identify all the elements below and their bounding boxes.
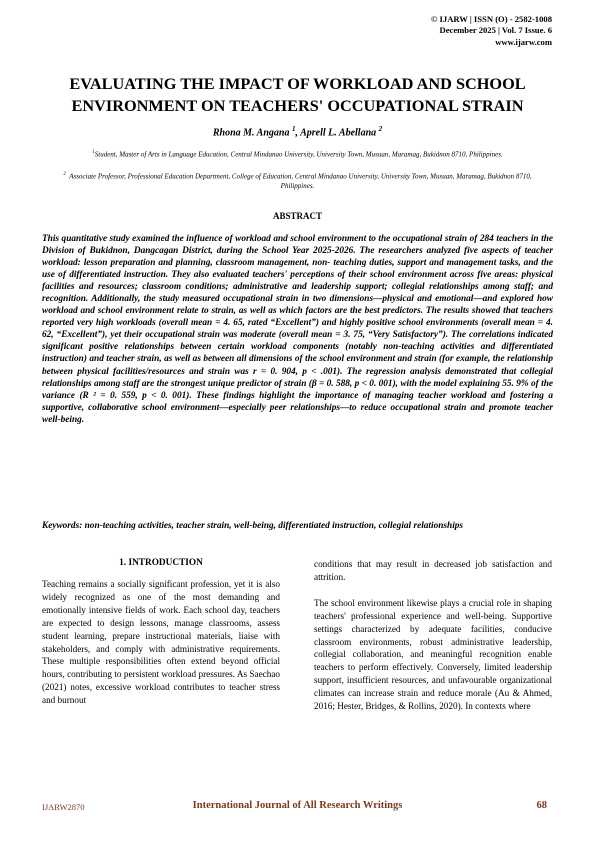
paper-id: IJARW2870 [42,802,85,812]
journal-issn: © IJARW | ISSN (O) - 2582-1008 [430,14,552,24]
body-column-right [314,558,552,713]
affiliation-1-text: Student, Master of Arts in Language Education, Central Mindanao University, University Town, Musuan, Maramag, Bukidnon 8710, Philippines. [94,150,503,159]
author-2: Aprell L. Abellana [300,127,377,139]
paper-title [40,73,555,117]
author-2-mark: 2 [378,125,383,133]
author-1-mark: 1 [291,125,296,133]
intro-paragraph-1: Teaching remains a socially significant profession, yet it is also widely recognized as one of the most demanding and emotionally intensive fields of work. Each school day, teachers are expected to design lessons, manage classrooms, assess student learning, prepare instructional materials, liaise with stakeholders, and comply with administrative requirements. These multiple responsibilities often extend beyond official hours, contributing to persistent workload pressures. As Saechao (2021) notes, excessive workload contributes to teacher stress and burnout [42,579,280,706]
section-heading-introduction: 1. INTRODUCTION [119,558,203,568]
affiliation-1-mark: 1 [92,150,95,155]
author-1: Rhona M. Angana [212,127,290,139]
page-number: 68 [536,800,547,811]
intro-paragraph-continued: conditions that may result in decreased job satisfaction and attrition. [314,559,552,582]
affiliation-2-text: Associate Professor, Professional Education Department, College of Education, Central Mindanao University, University Town, Musuan, Maramag, Bukidnon 8710, Philippines. [69,172,532,191]
body-column-left [42,578,280,707]
title-line-1: EVALUATING THE IMPACT OF WORKLOAD AND SCHOOL [69,74,526,93]
keywords [42,520,553,532]
abstract-text: This quantitative study examined the influence of workload and school environment to the occupational strain of 284 teachers in the Division of Bukidnon, Dangcagan District, during the School Year 2025-2026. The researchers analyzed five aspects of teacher workload: lesson preparation and planning, classroom management, non- teaching duties, support and management tasks, and the use of differentiated instruction. They also evaluated teachers' perceptions of their school environment across five areas: physical facilities and resources; classroom conditions; administrative and leadership support; collegial relationships among staff; and recognition. Additionally, the study measured occupational strain in two dimensions—physical and emotional—and explored how workload and school environment relate to strain, as well as which factors are the best predictors. The results showed that teachers reported very high workloads (overall mean = 4. 65, rated “Excellent”) and highly positive school environments (overall mean = 4. 62, “Excellent”), yet their occupational strain was moderate (overall mean = 3. 75, “Very Satisfactory”). The correlations indicated significant positive relationships between certain workload components (notably non-teaching activities and differentiated instruction) and teacher strain, as well as between all dimensions of the school environment and strain (for example, the relationship between physical facilities/resources and strain was r = 0. 904, p < .001). The regression analysis demonstrated that collegial relationships among staff are the strongest unique predictor of strain (β = 0. 588, p < 0. 001), with the model explaining 55. 9% of the variance (R ² = 0. 559, p < 0. 001). These findings highlight the importance of managing teacher workload and fostering a supportive, collaborative school environment—especially peer relationships—to reduce occupational strain and promote teacher well-being. [42,234,553,425]
author-separator: , [295,127,301,139]
keywords-text: non-teaching activities, teacher strain, well-being, differentiated instruction, collegial relationships [82,521,464,531]
journal-name: International Journal of All Research Writings [192,800,403,811]
intro-paragraph-2: The school environment likewise plays a crucial role in shaping teachers' professional experience and well-being. Supportive settings characterized by adequate facilities, conducive classroom environments, robust administrative leadership, collegial collaboration, and meaningful recognition enable teachers to perform effectively. Conversely, limited leadership support, insufficient resources, and unfavourable organizational climates can increase strain and reduce morale (Au & Ahmed, 2016; Hester, Bridges, & Rollins, 2020). In contexts where [314,597,552,712]
affiliation-1 [55,148,540,159]
journal-issue: December 2025 | Vol. 7 Issue. 6 [439,25,552,36]
keywords-label: Keywords: [42,521,83,531]
title-line-2: ENVIRONMENT ON TEACHERS' OCCUPATIONAL STRAIN [71,96,524,115]
abstract-heading: ABSTRACT [272,211,322,221]
author-list [40,125,555,138]
affiliation-2 [55,170,540,191]
affiliation-2-mark: 2 [63,172,66,177]
journal-website: www.ijarw.com [495,36,552,47]
journal-header [431,14,552,48]
